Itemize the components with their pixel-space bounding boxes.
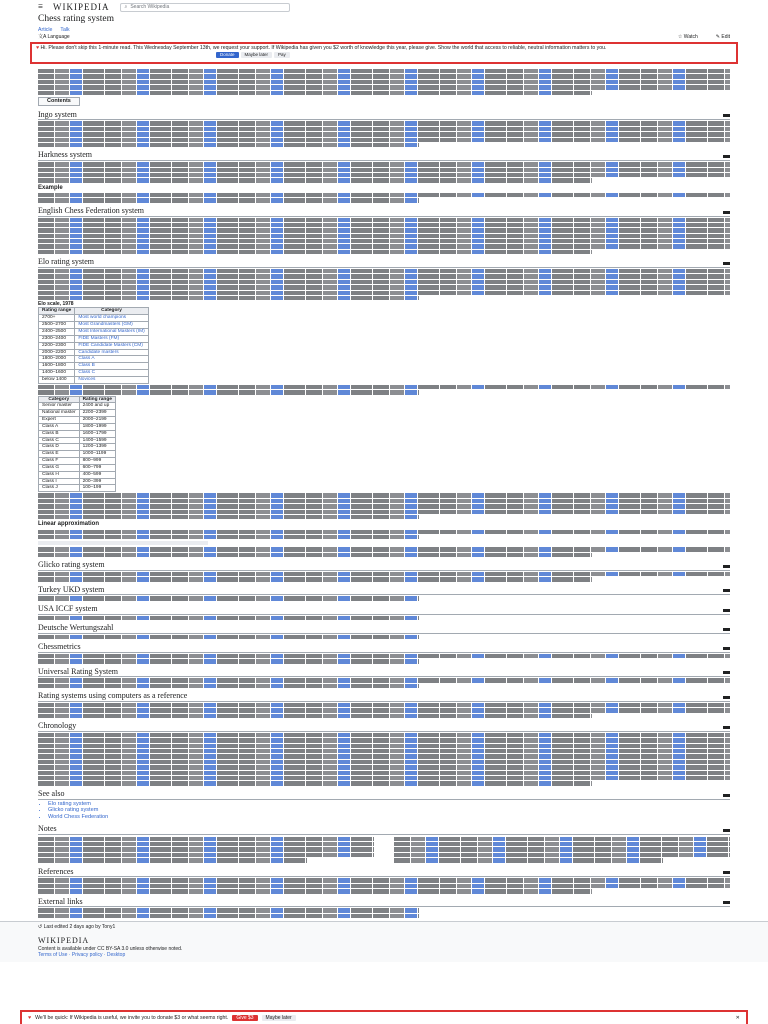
section-toggle-icon[interactable] [723, 696, 730, 699]
section-heading: Universal Rating System [38, 667, 730, 678]
table-row: Expert 2000–2199 [39, 417, 116, 424]
section-heading: Chessmetrics [38, 642, 730, 653]
paragraph-line [38, 69, 730, 73]
table-row: below 1400 Novices [39, 376, 149, 383]
elo-scale-table: Elo scale, 1978 Rating range Category 2700+ Most world champions 2500–2700 Most Grandmasters (GM) 2400–2500 Most International Masters (IM) 2300–2400 FIDE Masters (FM) 2200–2300 FIDE Candidate Masters (CM) 2000–2200 Candidate masters 1800–2000 Class A 1600–1800 Class B 1400–1600 Class C below 1400 Novices [38, 301, 149, 383]
paragraph-line [38, 74, 730, 78]
section-heading: References [38, 867, 730, 878]
table-row: Class C 1400–1599 [39, 437, 116, 444]
footer [0, 932, 768, 962]
give-button[interactable]: Give $3 [232, 1015, 257, 1021]
subsection-heading: Example [38, 184, 63, 191]
table-row: Class J 100–199 [39, 485, 116, 492]
language-button[interactable]: 文A Language [38, 33, 70, 40]
section-heading: Deutsche Wertungszahl [38, 623, 730, 634]
menu-icon[interactable]: ☰ [38, 3, 44, 10]
section-toggle-icon[interactable] [723, 609, 730, 612]
uscf-table: Category Rating range Senior master 2400 and up National master 2200–2399 Expert 2000–2199 Class A 1800–1999 Class B 1600–1799 Class C 1400–1599 Class D 1200–1399 Class E 1000–1199 Class F 800–999 Class G 600–799 Class H 400–599 Class I 200–399 Class J 100–199 [38, 396, 116, 493]
formula-image [38, 541, 208, 545]
table-row: 2500–2700 Most Grandmasters (GM) [39, 322, 149, 329]
section-heading: Chronology [38, 721, 730, 732]
maybe-later-button[interactable]: Maybe later [262, 1015, 296, 1021]
section-heading: External links [38, 897, 730, 908]
donation-banner: ♥ Hi. Please don't skip this 1-minute read. This Wednesday September 13th, we request your support. If Wikipedia has given you $2 worth of knowledge this year, please give. Show the world that access to reliable, neutral information matters to you. Donate Maybe later Pay [30, 42, 738, 64]
star-icon: ☆ [677, 33, 684, 40]
search-icon: ⌕ [124, 3, 128, 10]
donate-button[interactable]: Donate [216, 52, 239, 57]
translate-icon: 文A [38, 33, 48, 40]
section-toggle-icon[interactable] [723, 726, 730, 729]
title-row [0, 14, 768, 26]
tab-talk[interactable]: Talk [60, 26, 70, 33]
table-row: Senior master 2400 and up [39, 403, 116, 410]
list-item[interactable]: • Glicko rating system [48, 807, 730, 814]
footer-links[interactable]: Terms of Use · Privacy policy · Desktop [38, 952, 126, 959]
section-toggle-icon[interactable] [723, 671, 730, 674]
table-row: Class I 200–399 [39, 478, 116, 485]
list-item[interactable]: • Elo rating system [48, 801, 730, 808]
table-row: 1400–1600 Class C [39, 370, 149, 377]
contents-toggle[interactable]: Contents [38, 97, 80, 106]
section-heading: Notes [38, 824, 730, 835]
section-toggle-icon[interactable] [723, 262, 730, 265]
section-toggle-icon[interactable] [723, 211, 730, 214]
section-toggle-icon[interactable] [723, 628, 730, 631]
section-heading: English Chess Federation system [38, 206, 730, 217]
maybe-later-button[interactable]: Maybe later [241, 52, 273, 57]
tool-row [0, 34, 768, 40]
edit-button[interactable]: ✎ Edit [715, 33, 730, 40]
paragraph-line [38, 80, 730, 84]
table-row: 2400–2500 Most International Masters (IM) [39, 328, 149, 335]
table-row: 2300–2400 FIDE Masters (FM) [39, 335, 149, 342]
notes-list [38, 836, 730, 864]
article-body [0, 64, 768, 918]
table-row: 2700+ Most world champions [39, 315, 149, 322]
heart-icon: ♥ [28, 1014, 32, 1021]
close-icon[interactable]: ✕ [735, 1014, 740, 1021]
section-heading: See also [38, 789, 730, 800]
top-bar [0, 0, 768, 14]
wikipedia-logo[interactable]: WIKIPEDIA [53, 1, 110, 12]
section-toggle-icon[interactable] [723, 589, 730, 592]
tabs [0, 26, 768, 34]
table-row: Class H 400–599 [39, 471, 116, 478]
last-edited-bar[interactable]: ↺ Last edited 2 days ago by Tony1 [0, 921, 768, 932]
section-heading: Rating systems using computers as a reference [38, 691, 730, 702]
section-heading: Turkey UKD system [38, 585, 730, 596]
section-heading: USA ICCF system [38, 604, 730, 615]
list-item[interactable]: • World Chess Federation [48, 814, 730, 821]
table-row: 2200–2300 FIDE Candidate Masters (CM) [39, 342, 149, 349]
section-toggle-icon[interactable] [723, 565, 730, 568]
table-row: Class B 1600–1799 [39, 430, 116, 437]
section-toggle-icon[interactable] [723, 114, 730, 117]
page-title: Chess rating system [38, 14, 114, 24]
bottom-donation-banner: ♥ We'll be quick: If Wikipedia is useful, we invite you to donate $3 or what seems right. Give $3 Maybe later ✕ [20, 1010, 748, 1024]
paragraph-line [38, 85, 730, 89]
subsection-heading: Linear approximation [38, 521, 100, 528]
section-toggle-icon[interactable] [723, 901, 730, 904]
table-row: 1600–1800 Class B [39, 363, 149, 370]
table-caption: Elo scale, 1978 [38, 301, 74, 308]
pay-button[interactable]: Pay [274, 52, 290, 57]
see-also-list [38, 801, 730, 821]
license-text: Content is available under CC BY-SA 3.0 unless otherwise noted. [38, 945, 183, 952]
table-row: Class F 800–999 [39, 458, 116, 465]
section-toggle-icon[interactable] [723, 647, 730, 650]
tab-article[interactable]: Article [38, 26, 53, 33]
section-heading: Glicko rating system [38, 560, 730, 571]
table-row: Class E 1000–1199 [39, 451, 116, 458]
section-toggle-icon[interactable] [723, 155, 730, 158]
history-icon: ↺ [38, 924, 44, 931]
search-input[interactable]: ⌕ Search Wikipedia [120, 3, 290, 12]
table-row: Class A 1800–1999 [39, 423, 116, 430]
footer-logo: WIKIPEDIA [38, 936, 90, 946]
section-toggle-icon[interactable] [723, 871, 730, 874]
section-toggle-icon[interactable] [723, 794, 730, 797]
section-heading: Ingo system [38, 110, 730, 121]
watch-button[interactable]: ☆ Watch [677, 33, 698, 40]
table-row: Class D 1200–1399 [39, 444, 116, 451]
table-row: Class G 600–799 [39, 464, 116, 471]
section-heading: Harkness system [38, 150, 730, 161]
table-row: 1800–2000 Class A [39, 356, 149, 363]
table-row: National master 2200–2399 [39, 410, 116, 417]
pencil-icon: ✎ [715, 33, 722, 40]
heart-icon: ♥ [36, 45, 41, 52]
table-row: 2000–2200 Candidate masters [39, 349, 149, 356]
section-heading: Elo rating system [38, 257, 730, 268]
paragraph-line [38, 91, 592, 95]
section-toggle-icon[interactable] [723, 829, 730, 832]
